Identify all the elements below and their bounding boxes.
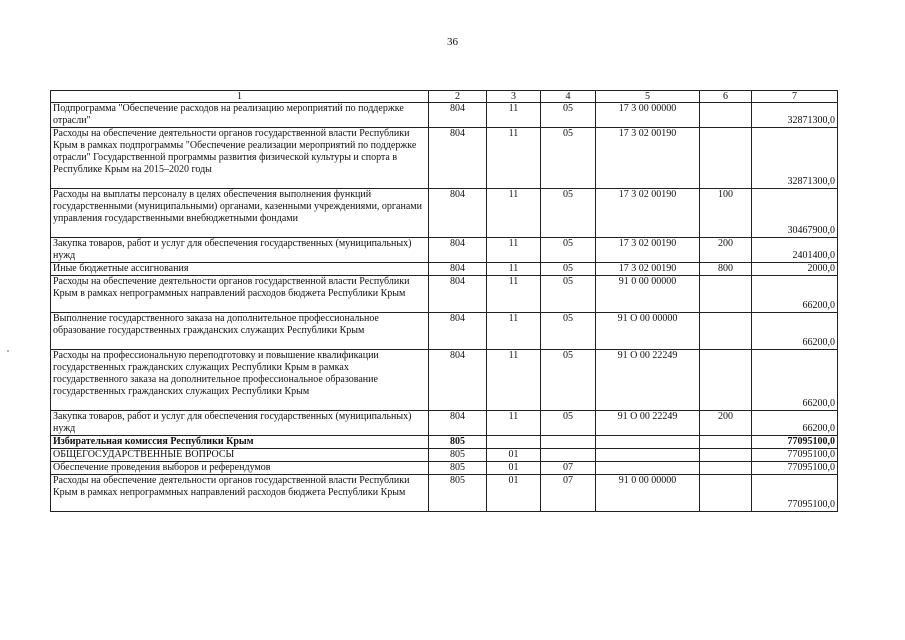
subsection-cell: 07 bbox=[541, 462, 596, 475]
subsection-cell: 05 bbox=[541, 263, 596, 276]
expense-type-cell bbox=[700, 313, 752, 350]
section-cell: 11 bbox=[487, 276, 541, 313]
code-cell: 804 bbox=[429, 103, 487, 128]
header-cell: 3 bbox=[487, 91, 541, 103]
subsection-cell: 05 bbox=[541, 238, 596, 263]
expense-type-cell: 800 bbox=[700, 263, 752, 276]
code-cell: 804 bbox=[429, 238, 487, 263]
code-cell: 804 bbox=[429, 313, 487, 350]
row-name-cell: Иные бюджетные ассигнования bbox=[51, 263, 429, 276]
amount-cell: 66200,0 bbox=[752, 411, 838, 436]
target-article-cell: 91 0 00 00000 bbox=[596, 276, 700, 313]
subsection-cell: 05 bbox=[541, 189, 596, 238]
table-row bbox=[51, 436, 838, 449]
expense-type-cell: 200 bbox=[700, 411, 752, 436]
row-name-cell: Расходы на выплаты персоналу в целях обеспечения выполнения функций государственными (муниципальными) органами, казенными учреждениями, органами управления государственными внебюджетными фондами bbox=[51, 189, 429, 238]
target-article-cell: 91 О 00 22249 bbox=[596, 411, 700, 436]
target-article-cell: 91 О 00 00000 bbox=[596, 313, 700, 350]
subsection-cell: 05 bbox=[541, 103, 596, 128]
expense-type-cell bbox=[700, 350, 752, 411]
table-row bbox=[51, 411, 838, 436]
target-article-cell: 17 3 02 00190 bbox=[596, 238, 700, 263]
amount-cell: 32871300,0 bbox=[752, 103, 838, 128]
target-article-cell bbox=[596, 462, 700, 475]
table-row bbox=[51, 475, 838, 512]
subsection-cell: 05 bbox=[541, 313, 596, 350]
amount-cell: 77095100,0 bbox=[752, 475, 838, 512]
table-row bbox=[51, 350, 838, 411]
amount-cell: 77095100,0 bbox=[752, 436, 838, 449]
row-name-cell: ОБЩЕГОСУДАРСТВЕННЫЕ ВОПРОСЫ bbox=[51, 449, 429, 462]
table-row bbox=[51, 449, 838, 462]
row-name-cell: Обеспечение проведения выборов и референдумов bbox=[51, 462, 429, 475]
expense-type-cell bbox=[700, 128, 752, 189]
target-article-cell: 17 3 02 00190 bbox=[596, 189, 700, 238]
code-cell: 804 bbox=[429, 411, 487, 436]
amount-cell: 30467900,0 bbox=[752, 189, 838, 238]
section-cell: 11 bbox=[487, 238, 541, 263]
code-cell: 804 bbox=[429, 276, 487, 313]
code-cell: 804 bbox=[429, 128, 487, 189]
target-article-cell bbox=[596, 449, 700, 462]
amount-cell: 66200,0 bbox=[752, 313, 838, 350]
row-name-cell: Закупка товаров, работ и услуг для обеспечения государственных (муниципальных) нужд bbox=[51, 238, 429, 263]
header-cell: 5 bbox=[596, 91, 700, 103]
budget-table bbox=[50, 90, 838, 512]
expense-type-cell bbox=[700, 462, 752, 475]
target-article-cell: 91 О 00 22249 bbox=[596, 350, 700, 411]
table-row bbox=[51, 189, 838, 238]
row-name-cell: Выполнение государственного заказа на дополнительное профессиональное образование государственных гражданских служащих Республики Крым bbox=[51, 313, 429, 350]
header-cell: 4 bbox=[541, 91, 596, 103]
target-article-cell: 17 3 00 00000 bbox=[596, 103, 700, 128]
subsection-cell: 05 bbox=[541, 350, 596, 411]
expense-type-cell bbox=[700, 276, 752, 313]
row-name-cell: Расходы на обеспечение деятельности органов государственной власти Республики Крым в рамках непрограммных направлений расходов бюджета Республики Крым bbox=[51, 475, 429, 512]
code-cell: 804 bbox=[429, 263, 487, 276]
code-cell: 805 bbox=[429, 449, 487, 462]
table-row bbox=[51, 313, 838, 350]
amount-cell: 32871300,0 bbox=[752, 128, 838, 189]
subsection-cell bbox=[541, 449, 596, 462]
section-cell: 11 bbox=[487, 263, 541, 276]
header-cell: 2 bbox=[429, 91, 487, 103]
expense-type-cell bbox=[700, 449, 752, 462]
section-cell: 01 bbox=[487, 462, 541, 475]
code-cell: 805 bbox=[429, 475, 487, 512]
code-cell: 804 bbox=[429, 189, 487, 238]
subsection-cell bbox=[541, 436, 596, 449]
target-article-cell: 17 3 02 00190 bbox=[596, 128, 700, 189]
row-name-cell: Расходы на обеспечение деятельности органов государственной власти Республики Крым в рамках подпрограммы "Обеспечение реализации мероприятий по поддержке отрасли" Государственной программы развития физической культуры и спорта в Республике Крым на 2015–2020 годы bbox=[51, 128, 429, 189]
table-header-row bbox=[51, 91, 838, 103]
row-name-cell: Подпрограмма "Обеспечение расходов на реализацию мероприятий по поддержке отрасли" bbox=[51, 103, 429, 128]
table-row bbox=[51, 128, 838, 189]
amount-cell: 77095100,0 bbox=[752, 462, 838, 475]
expense-type-cell: 100 bbox=[700, 189, 752, 238]
section-cell: 11 bbox=[487, 313, 541, 350]
target-article-cell: 91 0 00 00000 bbox=[596, 475, 700, 512]
section-cell bbox=[487, 436, 541, 449]
target-article-cell: 17 3 02 00190 bbox=[596, 263, 700, 276]
section-cell: 01 bbox=[487, 449, 541, 462]
row-name-cell: Расходы на профессиональную переподготовку и повышение квалификации государственных гражданских служащих Республики Крым в рамках государственного заказа на дополнительное профессиональное образование государственных гражданских служащих Республики Крым bbox=[51, 350, 429, 411]
table-row bbox=[51, 276, 838, 313]
table-row bbox=[51, 462, 838, 475]
section-cell: 11 bbox=[487, 103, 541, 128]
code-cell: 805 bbox=[429, 436, 487, 449]
section-cell: 01 bbox=[487, 475, 541, 512]
header-cell: 6 bbox=[700, 91, 752, 103]
amount-cell: 2000,0 bbox=[752, 263, 838, 276]
subsection-cell: 07 bbox=[541, 475, 596, 512]
expense-type-cell bbox=[700, 436, 752, 449]
table-row bbox=[51, 238, 838, 263]
expense-type-cell: 200 bbox=[700, 238, 752, 263]
section-cell: 11 bbox=[487, 128, 541, 189]
section-cell: 11 bbox=[487, 350, 541, 411]
code-cell: 805 bbox=[429, 462, 487, 475]
subsection-cell: 05 bbox=[541, 411, 596, 436]
table-row bbox=[51, 263, 838, 276]
expense-type-cell bbox=[700, 475, 752, 512]
amount-cell: 77095100,0 bbox=[752, 449, 838, 462]
row-name-cell: Расходы на обеспечение деятельности органов государственной власти Республики Крым в рамках непрограммных направлений расходов бюджета Республики Крым bbox=[51, 276, 429, 313]
header-cell: 7 bbox=[752, 91, 838, 103]
section-cell: 11 bbox=[487, 411, 541, 436]
scan-speck bbox=[7, 350, 9, 352]
subsection-cell: 05 bbox=[541, 276, 596, 313]
amount-cell: 66200,0 bbox=[752, 276, 838, 313]
row-name-cell: Избирательная комиссия Республики Крым bbox=[51, 436, 429, 449]
header-cell: 1 bbox=[51, 91, 429, 103]
subsection-cell: 05 bbox=[541, 128, 596, 189]
row-name-cell: Закупка товаров, работ и услуг для обеспечения государственных (муниципальных) нужд bbox=[51, 411, 429, 436]
amount-cell: 2401400,0 bbox=[752, 238, 838, 263]
expense-type-cell bbox=[700, 103, 752, 128]
section-cell: 11 bbox=[487, 189, 541, 238]
code-cell: 804 bbox=[429, 350, 487, 411]
amount-cell: 66200,0 bbox=[752, 350, 838, 411]
table-row bbox=[51, 103, 838, 128]
target-article-cell bbox=[596, 436, 700, 449]
page-number: 36 bbox=[447, 36, 458, 48]
